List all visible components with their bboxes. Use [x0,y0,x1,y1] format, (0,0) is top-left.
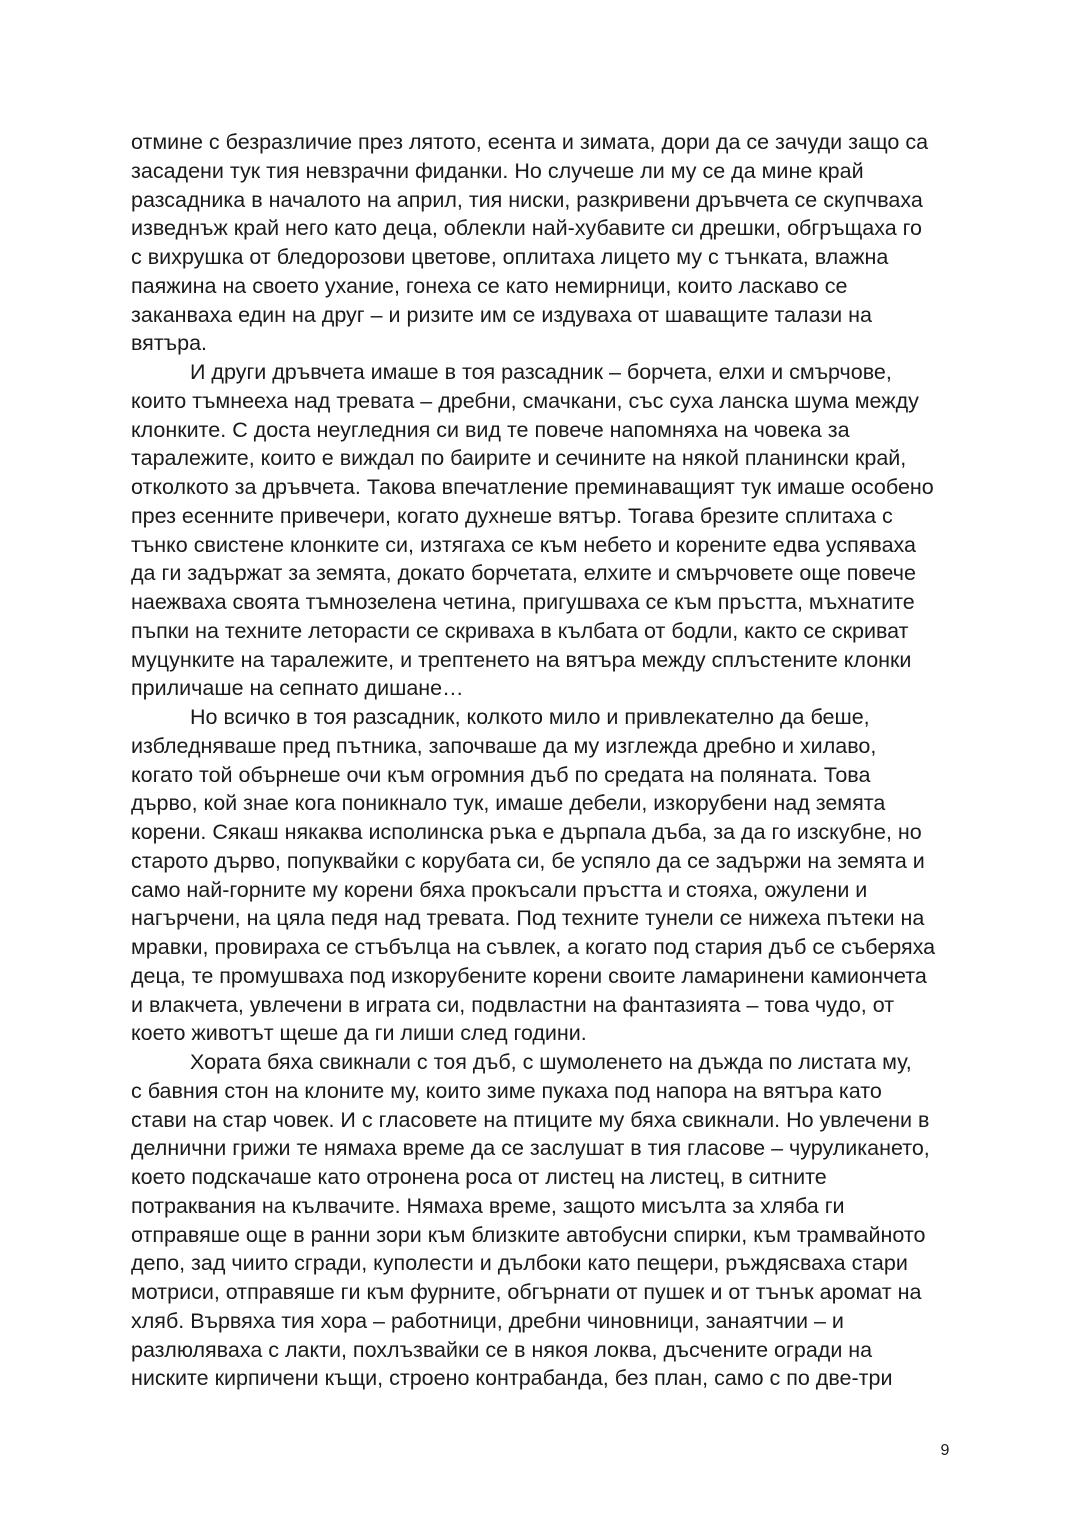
text-line: да ги задържат за земята, докато борчетата, елхите и смърчовете още повече [131,561,916,586]
text-line: изведнъж край него като деца, облекли най-хубавите си дрешки, обгръщаха го [131,216,922,241]
text-line: отправяше още в ранни зори към близките автобусни спирки, към трамвайното [131,1222,926,1247]
text-line: стави на стар човек. И с гласовете на птиците му бяха свикнали. Но увлечени в [131,1107,930,1132]
text-line: старото дърво, попуквайки с корубата си, бе успяло да се задържи на земята и [131,848,925,873]
text-line: мотриси, отправяше ги към фурните, обгърнати от пушек и от тънък аромат на [131,1280,922,1304]
text-line: дърво, кой знае кога поникнало тук, имаше дебели, изкорубени над земята [131,791,886,816]
text-line: Но всичко в тоя разсадник, колкото мило и привлекателно да беше, [190,705,870,729]
text-line: вятъра. [131,331,207,356]
text-line: само най-горните му корени бяха прокъсали пръстта и стояха, ожулени и [131,877,868,902]
text-line: отмине с безразличие през лятото, есента и зимата, дори да се зачуди защо са [131,130,929,154]
text-line: което животът щеше да ги лиши след години. [131,1021,587,1046]
text-line: муцунките на таралежите, и трептенето на вятъра между сплъстените клонки [131,647,912,672]
text-line: заканваха един на друг – и ризите им се издуваха от шаващите талази на [131,302,872,327]
text-line: пъпки на техните леторасти се скриваха в кълбата от бодли, както се скриват [131,618,909,643]
text-line: мравки, провираха се стъбълца на съвлек, а когато под стария дъб се съберяха [131,935,936,959]
text-line: хляб. Вървяха тия хора – работници, дребни чиновници, занаятчии – и [131,1308,844,1333]
text-line: наежваха своята тъмнозелена четина, пригушваха се към пръстта, мъхнатите [131,590,915,614]
text-line: с вихрушка от бледорозови цветове, оплитаха лицето му с тънката, влажна [131,245,889,269]
text-line: потраквания на кълвачите. Нямаха време, защото мисълта за хляба ги [131,1193,845,1218]
text-line: които тъмнееха над тревата – дребни, смачкани, със суха ланска шума между [131,388,919,413]
text-line: депо, зад чиито сгради, куполести и дълбоки като пещери, ръждясваха стари [131,1251,908,1276]
text-line: деца, те промушваха под изкорубените корени своите ламаринени камиончета [131,963,927,988]
text-line: с бавния стон на клоните му, които зиме пукаха под напора на вятъра като [131,1078,882,1103]
page-number: 9 [940,1442,950,1459]
text-line: паяжина на своето ухание, гонеха се като немирници, които ласкаво се [131,273,848,298]
text-line: разлюляваха с лакти, похлъзвайки се в някоя локва, дъсчените огради на [131,1337,873,1362]
text-line: разсадника в началото на април, тия ниски, разкривени дръвчета се скупчваха [131,187,923,212]
text-line: отколкото за дръвчета. Такова впечатление преминаващият тук имаше особено [131,475,934,499]
text-line: когато той обърнеше очи към огромния дъб по средата на поляната. Това [131,762,871,787]
text-line: ниските кирпичени къщи, строено контрабанда, без план, само с по две-три [131,1366,893,1391]
body-text [131,128,961,1393]
text-line: засадени тук тия невзрачни фиданки. Но случеше ли му се да мине край [131,158,864,183]
text-line: и влакчета, увлечени в играта си, подвластни на фантазията – това чудо, от [131,992,895,1017]
text-line: клонките. С доста неугледния си вид те повече напомняха на човека за [131,417,850,442]
text-line: нагърчени, на цяла педя над тревата. Под техните тунели се нижеха пътеки на [131,906,925,931]
text-line: Хората бяха свикнали с тоя дъб, с шумоленето на дъжда по листата му, [190,1050,912,1074]
text-line: таралежите, които е виждал по баирите и сечините на някой планински край, [131,446,907,471]
text-line: И други дръвчета имаше в тоя разсадник – борчета, елхи и смърчове, [190,360,892,384]
text-line: избледняваше пред пътника, започваше да му изглежда дребно и хилаво, [131,733,877,758]
text-line: приличаше на сепнато дишане… [131,676,464,701]
text-line: делнични грижи те нямаха време да се заслушат в тия гласове – чуруликането, [131,1136,930,1161]
text-line: което подскачаше като отронена роса от листец на листец, в ситните [131,1165,827,1189]
text-line: през есенните привечери, когато духнеше вятър. Тогава брезите сплитаха с [131,503,893,528]
text-line: корени. Сякаш някаква исполинска ръка е дърпала дъба, за да го изскубне, но [131,820,922,844]
text-line: тънко свистене клонките си, изтягаха се към небето и корените едва успяваха [131,532,917,557]
